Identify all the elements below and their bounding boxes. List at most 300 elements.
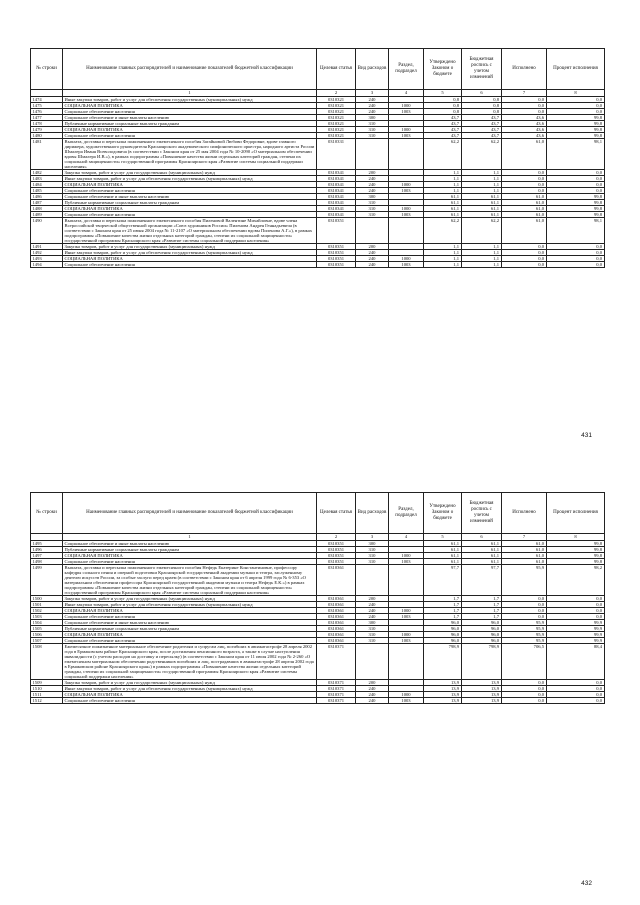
row-section: 1003 bbox=[389, 109, 424, 115]
row-approved: 1,7 bbox=[424, 608, 462, 614]
row-expense-kind: 240 bbox=[356, 182, 389, 188]
header-row bbox=[31, 493, 605, 534]
row-percent: 0,0 bbox=[547, 182, 605, 188]
row-percent: 98,2 bbox=[547, 565, 605, 596]
row-executed: 61,0 bbox=[502, 194, 547, 200]
row-approved: 1,7 bbox=[424, 596, 462, 602]
table-row bbox=[31, 139, 605, 170]
row-executed: 0,0 bbox=[502, 103, 547, 109]
column-number bbox=[31, 534, 63, 541]
row-percent: 0,0 bbox=[547, 97, 605, 103]
row-approved: 1,1 bbox=[424, 170, 462, 176]
row-expense-kind: 310 bbox=[356, 200, 389, 206]
row-approved: 61,1 bbox=[424, 212, 462, 218]
row-section: 1003 bbox=[389, 133, 424, 139]
row-number: 1508 bbox=[31, 644, 63, 680]
row-percent: 0,0 bbox=[547, 692, 605, 698]
row-target-article: 0310351 bbox=[317, 244, 356, 250]
row-name: Социальное обеспечение населения bbox=[63, 133, 317, 139]
row-expense-kind: 240 bbox=[356, 176, 389, 182]
row-target-article: 0310341 bbox=[317, 170, 356, 176]
row-expense-kind: 310 bbox=[356, 127, 389, 133]
row-target-article: 0310361 bbox=[317, 620, 356, 626]
row-approved: 0,8 bbox=[424, 109, 462, 115]
row-target-article: 0310361 bbox=[317, 565, 356, 596]
row-budget-plan: 0,8 bbox=[462, 103, 502, 109]
row-number: 1498 bbox=[31, 559, 63, 565]
row-name: Социальное обеспечение и иные выплаты населению bbox=[63, 541, 317, 547]
row-section: 1003 bbox=[389, 559, 424, 565]
row-budget-plan: 1,7 bbox=[462, 596, 502, 602]
row-target-article: 0310341 bbox=[317, 176, 356, 182]
row-budget-plan: 61,1 bbox=[462, 553, 502, 559]
row-target-article: 0310321 bbox=[317, 127, 356, 133]
row-budget-plan: 13,9 bbox=[462, 692, 502, 698]
row-name: Иные закупки товаров, работ и услуг для обеспечения государственных (муниципальных) нужд bbox=[63, 97, 317, 103]
row-approved: 43,7 bbox=[424, 115, 462, 121]
row-expense-kind: 240 bbox=[356, 262, 389, 268]
row-percent: 0,0 bbox=[547, 262, 605, 268]
row-percent: 99,8 bbox=[547, 547, 605, 553]
row-target-article: 0310361 bbox=[317, 626, 356, 632]
row-percent: 99,8 bbox=[547, 121, 605, 127]
row-approved: 1,7 bbox=[424, 614, 462, 620]
row-expense-kind: 240 bbox=[356, 686, 389, 692]
row-budget-plan: 1,7 bbox=[462, 602, 502, 608]
report-page-431 bbox=[0, 0, 640, 452]
row-percent: 99,8 bbox=[547, 200, 605, 206]
row-target-article: 0310351 bbox=[317, 553, 356, 559]
row-executed: 0,0 bbox=[502, 602, 547, 608]
row-name: Социальное обеспечение населения bbox=[63, 262, 317, 268]
row-number: 1500 bbox=[31, 596, 63, 602]
row-target-article: 0310341 bbox=[317, 194, 356, 200]
row-executed: 0,0 bbox=[502, 698, 547, 704]
row-budget-plan: 1,1 bbox=[462, 176, 502, 182]
row-target-article: 0310321 bbox=[317, 103, 356, 109]
row-expense-kind: 240 bbox=[356, 188, 389, 194]
row-budget-plan: 43,7 bbox=[462, 127, 502, 133]
row-target-article: 0310351 bbox=[317, 218, 356, 244]
row-name: СОЦИАЛЬНАЯ ПОЛИТИКА bbox=[63, 553, 317, 559]
row-number: 1484 bbox=[31, 182, 63, 188]
row-target-article: 0310321 bbox=[317, 121, 356, 127]
report-page-432 bbox=[0, 452, 640, 905]
row-number: 1486 bbox=[31, 194, 63, 200]
row-name: Публичные нормативные социальные выплаты гражданам bbox=[63, 200, 317, 206]
row-budget-plan: 61,1 bbox=[462, 200, 502, 206]
header-executed: Исполнено bbox=[502, 49, 547, 90]
row-percent: 88,4 bbox=[547, 644, 605, 680]
row-number: 1506 bbox=[31, 632, 63, 638]
row-expense-kind bbox=[356, 218, 389, 244]
row-approved: 1,1 bbox=[424, 262, 462, 268]
row-executed: 0,0 bbox=[502, 692, 547, 698]
row-approved: 61,1 bbox=[424, 206, 462, 212]
row-expense-kind: 300 bbox=[356, 541, 389, 547]
row-expense-kind: 240 bbox=[356, 602, 389, 608]
row-name: Публичные нормативные социальные выплаты гражданам bbox=[63, 121, 317, 127]
row-number: 1479 bbox=[31, 127, 63, 133]
row-name: Иные закупки товаров, работ и услуг для обеспечения государственных (муниципальных) нужд bbox=[63, 686, 317, 692]
row-name: Иные закупки товаров, работ и услуг для обеспечения государственных (муниципальных) нужд bbox=[63, 602, 317, 608]
row-target-article: 0310351 bbox=[317, 541, 356, 547]
row-approved: 1,1 bbox=[424, 244, 462, 250]
row-number: 1510 bbox=[31, 686, 63, 692]
row-approved: 62,2 bbox=[424, 218, 462, 244]
column-number-row bbox=[31, 90, 605, 97]
column-number: 4 bbox=[389, 534, 424, 541]
row-budget-plan: 96,0 bbox=[462, 632, 502, 638]
row-budget-plan: 0,8 bbox=[462, 109, 502, 115]
header-budget-plan: Бюджетная роспись с учетом изменений bbox=[462, 493, 502, 534]
row-executed: 61,0 bbox=[502, 200, 547, 206]
row-percent: 0,0 bbox=[547, 188, 605, 194]
row-name: Социальное обеспечение населения bbox=[63, 109, 317, 115]
header-name: Наименование главных распорядителей и наименование показателей бюджетной классификации bbox=[63, 493, 317, 534]
row-name: Социальное обеспечение и иные выплаты населению bbox=[63, 115, 317, 121]
row-target-article: 0310341 bbox=[317, 200, 356, 206]
row-number: 1504 bbox=[31, 620, 63, 626]
row-target-article: 0310341 bbox=[317, 212, 356, 218]
row-section bbox=[389, 644, 424, 680]
header-row-number: № строки bbox=[31, 493, 63, 534]
row-number: 1492 bbox=[31, 250, 63, 256]
row-percent: 0,0 bbox=[547, 608, 605, 614]
row-name: Выплата, доставка и пересылка пожизненного ежемесячного пособия Нефедь Екатерине Константиновне, профессору кафедры сольного пения и оперной подготовки Красноярской государственной академии музыки и театра, заслуженному деятелю искусств России, за особые заслуги перед краем (в соответствии с Законом края от 6 апреля 1999 года № 6-353 «О материальном обеспечении профессора Красноярской государственной академии музыки и театра Нефедь Е.К.») в рамках подпрограммы «Повышение качества жизни отдельных категорий граждан, степени их социальной защищенности» государственной программы Красноярского края «Развитие системы социальной поддержки населения» bbox=[63, 565, 317, 596]
row-number: 1478 bbox=[31, 121, 63, 127]
row-number: 1502 bbox=[31, 608, 63, 614]
row-percent: 99,8 bbox=[547, 541, 605, 547]
row-approved: 96,0 bbox=[424, 620, 462, 626]
row-number: 1493 bbox=[31, 256, 63, 262]
row-percent: 0,0 bbox=[547, 250, 605, 256]
header-section: Раздел, подраздел bbox=[389, 493, 424, 534]
row-number: 1509 bbox=[31, 680, 63, 686]
row-approved: 0,8 bbox=[424, 103, 462, 109]
budget-table bbox=[30, 492, 605, 704]
table-row bbox=[31, 218, 605, 244]
row-section: 1003 bbox=[389, 614, 424, 620]
row-expense-kind: 240 bbox=[356, 692, 389, 698]
row-budget-plan: 61,1 bbox=[462, 212, 502, 218]
row-executed: 0,0 bbox=[502, 170, 547, 176]
row-executed: 61,0 bbox=[502, 139, 547, 170]
row-expense-kind: 310 bbox=[356, 212, 389, 218]
row-name: Социальное обеспечение населения bbox=[63, 638, 317, 644]
row-executed: 0,0 bbox=[502, 97, 547, 103]
row-expense-kind: 310 bbox=[356, 121, 389, 127]
row-name: Социальное обеспечение и иные выплаты населению bbox=[63, 194, 317, 200]
row-name: Выплата, доставка и пересылка пожизненного ежемесячного пособия Пиленовой Валентине Михайловне, вдове члена Всероссийской творческой общественной организации «Союз художников России» Пиленова Андрея Геннадьевича (в соответствии с Законом края от 25 июня 2004 года № 11-2107 «О материальном обеспечении вдовы Пиленова А.Г.»), в рамках подпрограммы «Повышение качества жизни отдельных категорий граждан, степени их социальной защищенности» государственной программы Красноярского края «Развитие системы социальной поддержки населения» bbox=[63, 218, 317, 244]
row-executed: 61,0 bbox=[502, 541, 547, 547]
row-number: 1474 bbox=[31, 97, 63, 103]
row-number: 1499 bbox=[31, 565, 63, 596]
row-approved: 96,0 bbox=[424, 632, 462, 638]
row-executed: 61,0 bbox=[502, 559, 547, 565]
row-name: СОЦИАЛЬНАЯ ПОЛИТИКА bbox=[63, 692, 317, 698]
header-row-number: № строки bbox=[31, 49, 63, 90]
column-number: 2 bbox=[317, 534, 356, 541]
row-target-article: 0310371 bbox=[317, 644, 356, 680]
header-approved: Утверждено Законом о бюджете bbox=[424, 49, 462, 90]
row-budget-plan: 61,1 bbox=[462, 541, 502, 547]
row-budget-plan: 1,7 bbox=[462, 608, 502, 614]
row-name: Закупка товаров, работ и услуг для государственных (муниципальных) нужд bbox=[63, 596, 317, 602]
row-budget-plan: 798,9 bbox=[462, 644, 502, 680]
row-name: Закупка товаров, работ и услуг для государственных (муниципальных) нужд bbox=[63, 170, 317, 176]
row-approved: 1,7 bbox=[424, 602, 462, 608]
row-target-article: 0310361 bbox=[317, 602, 356, 608]
row-percent: 99,8 bbox=[547, 206, 605, 212]
row-name: Закупка товаров, работ и услуг для государственных (муниципальных) нужд bbox=[63, 680, 317, 686]
row-percent: 99,8 bbox=[547, 559, 605, 565]
row-name: СОЦИАЛЬНАЯ ПОЛИТИКА bbox=[63, 103, 317, 109]
row-section: 1000 bbox=[389, 608, 424, 614]
row-expense-kind: 240 bbox=[356, 614, 389, 620]
table-row bbox=[31, 565, 605, 596]
row-executed: 0,0 bbox=[502, 596, 547, 602]
row-executed: 0,0 bbox=[502, 182, 547, 188]
row-budget-plan: 13,9 bbox=[462, 698, 502, 704]
row-executed: 0,0 bbox=[502, 680, 547, 686]
row-section: 1003 bbox=[389, 212, 424, 218]
row-target-article: 0310321 bbox=[317, 133, 356, 139]
budget-table bbox=[30, 48, 605, 268]
row-section: 1000 bbox=[389, 182, 424, 188]
column-number: 2 bbox=[317, 90, 356, 97]
row-target-article: 0310371 bbox=[317, 698, 356, 704]
row-expense-kind bbox=[356, 644, 389, 680]
row-number: 1483 bbox=[31, 176, 63, 182]
column-number: 3 bbox=[356, 90, 389, 97]
row-percent: 0,0 bbox=[547, 602, 605, 608]
row-expense-kind: 310 bbox=[356, 206, 389, 212]
row-section: 1000 bbox=[389, 632, 424, 638]
page-number: 432 bbox=[581, 880, 592, 887]
row-name: Публичные нормативные социальные выплаты гражданам bbox=[63, 547, 317, 553]
row-expense-kind: 240 bbox=[356, 698, 389, 704]
row-executed: 0,0 bbox=[502, 109, 547, 115]
row-expense-kind: 300 bbox=[356, 194, 389, 200]
row-approved: 61,1 bbox=[424, 553, 462, 559]
row-percent: 98,1 bbox=[547, 218, 605, 244]
row-percent: 0,0 bbox=[547, 698, 605, 704]
row-approved: 61,1 bbox=[424, 547, 462, 553]
header-expense-kind: Вид расходов bbox=[356, 493, 389, 534]
row-name: Социальное обеспечение населения bbox=[63, 212, 317, 218]
row-budget-plan: 1,1 bbox=[462, 262, 502, 268]
row-approved: 96,0 bbox=[424, 626, 462, 632]
row-approved: 97,7 bbox=[424, 565, 462, 596]
header-approved: Утверждено Законом о бюджете bbox=[424, 493, 462, 534]
row-number: 1497 bbox=[31, 553, 63, 559]
row-expense-kind: 200 bbox=[356, 170, 389, 176]
column-number: 6 bbox=[462, 534, 502, 541]
row-name: СОЦИАЛЬНАЯ ПОЛИТИКА bbox=[63, 206, 317, 212]
row-executed: 61,0 bbox=[502, 212, 547, 218]
row-name: Социальное обеспечение населения bbox=[63, 559, 317, 565]
column-number: 1 bbox=[63, 534, 317, 541]
column-number: 1 bbox=[63, 90, 317, 97]
column-number: 5 bbox=[424, 534, 462, 541]
row-budget-plan: 97,7 bbox=[462, 565, 502, 596]
row-percent: 99,8 bbox=[547, 553, 605, 559]
row-budget-plan: 43,7 bbox=[462, 121, 502, 127]
row-section: 1003 bbox=[389, 262, 424, 268]
row-percent: 0,0 bbox=[547, 256, 605, 262]
row-percent: 0,0 bbox=[547, 614, 605, 620]
row-expense-kind: 240 bbox=[356, 97, 389, 103]
row-executed: 0,0 bbox=[502, 256, 547, 262]
row-target-article: 0310321 bbox=[317, 115, 356, 121]
row-approved: 1,1 bbox=[424, 250, 462, 256]
row-number: 1494 bbox=[31, 262, 63, 268]
row-expense-kind: 240 bbox=[356, 109, 389, 115]
row-approved: 43,7 bbox=[424, 121, 462, 127]
row-executed: 61,0 bbox=[502, 206, 547, 212]
row-executed: 95,9 bbox=[502, 620, 547, 626]
table-row bbox=[31, 644, 605, 680]
row-section: 1003 bbox=[389, 698, 424, 704]
row-expense-kind: 240 bbox=[356, 103, 389, 109]
row-expense-kind: 240 bbox=[356, 256, 389, 262]
header-row bbox=[31, 49, 605, 90]
row-approved: 43,7 bbox=[424, 127, 462, 133]
row-budget-plan: 61,1 bbox=[462, 559, 502, 565]
row-number: 1505 bbox=[31, 626, 63, 632]
row-target-article: 0310371 bbox=[317, 692, 356, 698]
row-target-article: 0310361 bbox=[317, 638, 356, 644]
row-executed: 0,0 bbox=[502, 686, 547, 692]
row-budget-plan: 13,9 bbox=[462, 686, 502, 692]
row-percent: 99,8 bbox=[547, 115, 605, 121]
column-number: 4 bbox=[389, 90, 424, 97]
row-percent: 98,1 bbox=[547, 139, 605, 170]
row-executed: 61,0 bbox=[502, 218, 547, 244]
row-approved: 43,7 bbox=[424, 133, 462, 139]
row-approved: 1,1 bbox=[424, 176, 462, 182]
row-approved: 62,2 bbox=[424, 139, 462, 170]
row-expense-kind: 310 bbox=[356, 632, 389, 638]
row-budget-plan: 96,0 bbox=[462, 638, 502, 644]
row-executed: 706,5 bbox=[502, 644, 547, 680]
column-number bbox=[31, 90, 63, 97]
row-expense-kind bbox=[356, 139, 389, 170]
row-name: Закупка товаров, работ и услуг для государственных (муниципальных) нужд bbox=[63, 244, 317, 250]
row-approved: 13,9 bbox=[424, 698, 462, 704]
row-expense-kind: 310 bbox=[356, 553, 389, 559]
row-percent: 99,8 bbox=[547, 212, 605, 218]
header-executed: Исполнено bbox=[502, 493, 547, 534]
row-approved: 0,8 bbox=[424, 97, 462, 103]
row-number: 1496 bbox=[31, 547, 63, 553]
row-section: 1000 bbox=[389, 256, 424, 262]
row-executed: 95,9 bbox=[502, 626, 547, 632]
row-approved: 61,1 bbox=[424, 559, 462, 565]
row-budget-plan: 61,1 bbox=[462, 547, 502, 553]
row-approved: 96,0 bbox=[424, 638, 462, 644]
row-percent: 0,0 bbox=[547, 244, 605, 250]
row-budget-plan: 96,0 bbox=[462, 620, 502, 626]
row-number: 1485 bbox=[31, 188, 63, 194]
row-executed: 95,9 bbox=[502, 565, 547, 596]
row-executed: 43,6 bbox=[502, 127, 547, 133]
row-target-article: 0310321 bbox=[317, 97, 356, 103]
row-executed: 0,0 bbox=[502, 262, 547, 268]
header-target-article: Целевая статья bbox=[317, 49, 356, 90]
row-name: СОЦИАЛЬНАЯ ПОЛИТИКА bbox=[63, 182, 317, 188]
row-number: 1487 bbox=[31, 200, 63, 206]
row-target-article: 0310351 bbox=[317, 250, 356, 256]
row-executed: 0,0 bbox=[502, 608, 547, 614]
row-percent: 99,9 bbox=[547, 620, 605, 626]
row-approved: 1,1 bbox=[424, 256, 462, 262]
row-target-article: 0310321 bbox=[317, 109, 356, 115]
column-number: 7 bbox=[502, 534, 547, 541]
header-target-article: Целевая статья bbox=[317, 493, 356, 534]
row-target-article: 0310341 bbox=[317, 182, 356, 188]
row-target-article: 0310351 bbox=[317, 559, 356, 565]
row-budget-plan: 1,1 bbox=[462, 256, 502, 262]
row-expense-kind: 300 bbox=[356, 620, 389, 626]
row-section: 1000 bbox=[389, 103, 424, 109]
row-approved: 13,9 bbox=[424, 692, 462, 698]
row-approved: 61,1 bbox=[424, 541, 462, 547]
column-number: 8 bbox=[547, 90, 605, 97]
row-section: 1000 bbox=[389, 127, 424, 133]
row-name: СОЦИАЛЬНАЯ ПОЛИТИКА bbox=[63, 256, 317, 262]
row-name: СОЦИАЛЬНАЯ ПОЛИТИКА bbox=[63, 127, 317, 133]
row-number: 1480 bbox=[31, 133, 63, 139]
row-budget-plan: 62,2 bbox=[462, 218, 502, 244]
header-expense-kind: Вид расходов bbox=[356, 49, 389, 90]
row-expense-kind: 240 bbox=[356, 608, 389, 614]
row-target-article: 0310361 bbox=[317, 614, 356, 620]
row-section: 1000 bbox=[389, 692, 424, 698]
row-percent: 0,0 bbox=[547, 176, 605, 182]
row-target-article: 0310361 bbox=[317, 608, 356, 614]
row-expense-kind: 310 bbox=[356, 638, 389, 644]
table-body bbox=[31, 97, 605, 268]
row-number: 1507 bbox=[31, 638, 63, 644]
row-name: Социальное обеспечение населения bbox=[63, 698, 317, 704]
row-target-article: 0310361 bbox=[317, 632, 356, 638]
row-section bbox=[389, 565, 424, 596]
row-percent: 0,0 bbox=[547, 109, 605, 115]
table-body bbox=[31, 541, 605, 704]
row-name: СОЦИАЛЬНАЯ ПОЛИТИКА bbox=[63, 632, 317, 638]
row-budget-plan: 43,7 bbox=[462, 115, 502, 121]
row-executed: 95,9 bbox=[502, 632, 547, 638]
row-percent: 0,0 bbox=[547, 680, 605, 686]
row-name: Социальное обеспечение и иные выплаты населению bbox=[63, 620, 317, 626]
row-name: Ежемесячное пожизненное материальное обеспечение родителям и супругам лиц, погибших в авиакатастрофе 28 апреля 2002 года в Ермаковском районе Красноярского края, после достижения пенсионного возраста, а также в случае наступления инвалидности (с учетом расходов на доставку и пересылку) (в соответствии с Законом края от 11 июля 2002 года № 2-260 «О ежемесячном материальном обеспечении родственников погибших и лиц, пострадавших в авиакатастрофе 28 апреля 2002 года в Ермаковском районе Красноярского края») в рамках подпрограммы «Повышение качества жизни отдельных категорий граждан, степени их социальной защищенности» государственной программы Красноярского края «Развитие системы социальной поддержки населения» bbox=[63, 644, 317, 680]
row-executed: 61,0 bbox=[502, 547, 547, 553]
row-budget-plan: 61,1 bbox=[462, 206, 502, 212]
row-executed: 43,6 bbox=[502, 115, 547, 121]
row-percent: 99,8 bbox=[547, 194, 605, 200]
row-section: 1000 bbox=[389, 553, 424, 559]
column-number: 3 bbox=[356, 534, 389, 541]
row-target-article: 0310361 bbox=[317, 596, 356, 602]
row-approved: 61,1 bbox=[424, 200, 462, 206]
row-expense-kind: 300 bbox=[356, 115, 389, 121]
row-budget-plan: 96,0 bbox=[462, 626, 502, 632]
row-budget-plan: 1,1 bbox=[462, 182, 502, 188]
row-section bbox=[389, 218, 424, 244]
row-budget-plan: 61,1 bbox=[462, 194, 502, 200]
